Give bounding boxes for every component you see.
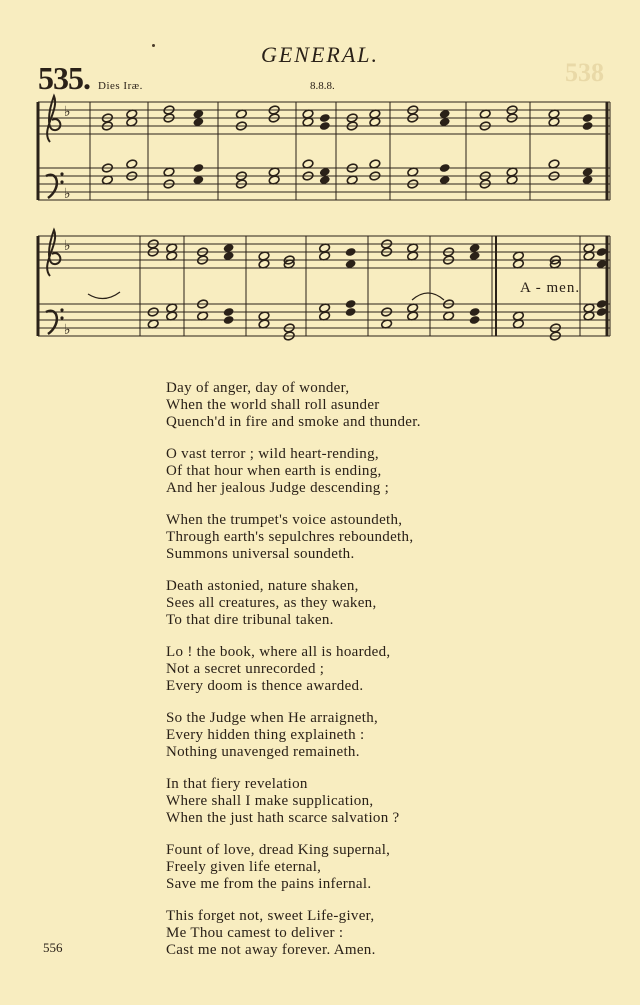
verse-line: Every hidden thing explaineth : — [166, 727, 365, 743]
note-head — [345, 247, 357, 257]
bass-clef-dot — [60, 180, 63, 183]
bleed-through-number: 538 — [565, 58, 604, 87]
section-title: GENERAL. — [260, 42, 380, 67]
verse-line: When the world shall roll asunder — [166, 397, 380, 413]
note-head — [345, 299, 357, 309]
verse-line: This forget not, sweet Life-giver, — [166, 908, 375, 924]
verse-line: Through earth's sepulchres reboundeth, — [166, 529, 414, 545]
music-score — [0, 0, 640, 370]
verse-line: When the trumpet's voice astoundeth, — [166, 512, 403, 528]
verse-line: Summons universal soundeth. — [166, 546, 355, 562]
stanza — [166, 380, 421, 431]
slur — [412, 293, 444, 300]
note-head — [469, 307, 481, 317]
verse-line: Nothing unavenged remaineth. — [166, 744, 360, 760]
note-head — [582, 121, 594, 131]
flat-icon: ♭ — [64, 322, 71, 338]
verse-line: Death astonied, nature shaken, — [166, 578, 359, 594]
verse-line: Every doom is thence awarded. — [166, 678, 364, 694]
stanza — [166, 776, 421, 827]
stanza — [166, 446, 421, 497]
bass-clef-icon — [46, 175, 57, 198]
verse-line: Of that hour when earth is ending, — [166, 463, 382, 479]
verse-line: Save me from the pains infernal. — [166, 876, 372, 892]
note-head — [223, 315, 235, 325]
verse-line: Sees all creatures, as they waken, — [166, 595, 377, 611]
stanza — [166, 512, 421, 563]
verse-line: When the just hath scarce salvation ? — [166, 810, 400, 826]
stanza — [166, 710, 421, 761]
stanza — [166, 644, 421, 695]
stanza — [166, 908, 421, 959]
verse-line: In that fiery revelation — [166, 776, 308, 792]
verse-line: Not a secret unrecorded ; — [166, 661, 325, 677]
treble-clef-icon — [47, 230, 60, 276]
treble-clef-icon — [47, 96, 60, 142]
verse-line: Lo ! the book, where all is hoarded, — [166, 644, 391, 660]
verse-line: Where shall I make supplication, — [166, 793, 374, 809]
amen-label: A - men. — [520, 280, 581, 296]
bass-clef-dot — [60, 308, 63, 311]
verse-line: Me Thou camest to deliver : — [166, 925, 344, 941]
verse-line: So the Judge when He arraigneth, — [166, 710, 379, 726]
note-head — [192, 163, 204, 173]
hymn-number: 535. — [38, 60, 90, 96]
note-head — [439, 163, 451, 173]
verse-line: O vast terror ; wild heart-rending, — [166, 446, 379, 462]
stanza — [166, 578, 421, 629]
verse-line: Cast me not away forever. Amen. — [166, 942, 376, 958]
stanza — [166, 842, 421, 893]
flat-icon: ♭ — [64, 186, 71, 202]
note-head — [582, 113, 594, 123]
slur — [88, 292, 120, 299]
note-head — [319, 113, 331, 123]
note-head — [319, 121, 331, 131]
flat-icon: ♭ — [64, 238, 71, 254]
meter: 8.8.8. — [310, 80, 335, 92]
page-number: 556 — [43, 940, 63, 955]
tune-name: Dies Iræ. — [98, 80, 143, 92]
verse-line: Quench'd in fire and smoke and thunder. — [166, 414, 421, 430]
verse-line: And her jealous Judge descending ; — [166, 480, 390, 496]
note-head — [345, 307, 357, 317]
verse-line: Freely given life eternal, — [166, 859, 322, 875]
verse-line: Day of anger, day of wonder, — [166, 380, 350, 396]
bass-clef-icon — [46, 311, 57, 334]
note-head — [223, 307, 235, 317]
note-head — [469, 315, 481, 325]
flat-icon: ♭ — [64, 104, 71, 120]
verse-line: Fount of love, dread King supernal, — [166, 842, 391, 858]
bass-clef-dot — [60, 316, 63, 319]
hymn-text — [166, 380, 421, 974]
bass-clef-dot — [60, 172, 63, 175]
verse-line: To that dire tribunal taken. — [166, 612, 334, 628]
